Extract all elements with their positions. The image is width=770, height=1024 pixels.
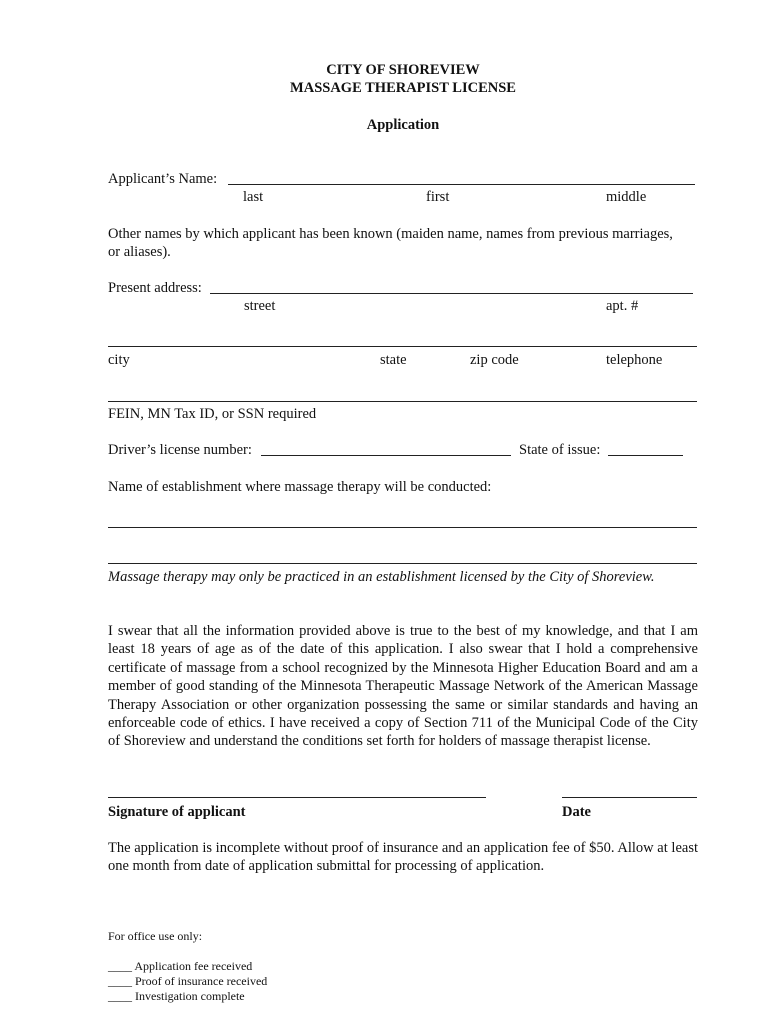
tax-id-line[interactable]: [108, 401, 697, 402]
form-title: MASSAGE THERAPIST LICENSE: [290, 80, 516, 96]
zip-code-caption: zip code: [470, 352, 519, 368]
address-street-caption: street: [244, 298, 276, 314]
name-middle-caption: middle: [606, 189, 647, 205]
present-address-label: Present address:: [108, 280, 202, 296]
city-title: CITY OF SHOREVIEW: [326, 62, 480, 78]
name-last-caption: last: [243, 189, 264, 205]
signature-line[interactable]: [108, 797, 486, 798]
office-checklist-item: ____ Investigation complete: [108, 989, 245, 1003]
office-use-heading: For office use only:: [108, 929, 203, 943]
establishment-label: Name of establishment where massage therapy will be conducted:: [108, 479, 492, 495]
office-checklist-item: ____ Application fee received: [108, 959, 253, 973]
address-line[interactable]: [210, 293, 693, 294]
telephone-caption: telephone: [606, 352, 663, 368]
state-of-issue-line[interactable]: [608, 455, 683, 456]
drivers-license-label: Driver’s license number:: [108, 442, 252, 458]
date-line[interactable]: [562, 797, 697, 798]
form-subtitle: Application: [366, 117, 440, 133]
signature-caption: Signature of applicant: [108, 804, 246, 820]
tax-id-caption: FEIN, MN Tax ID, or SSN required: [108, 406, 317, 422]
city-caption: city: [108, 352, 130, 368]
applicant-name-line[interactable]: [228, 184, 695, 185]
fee-notice: The application is incomplete without proof of insurance and an application fee of $50. Allow at least one month from date of application submittal for processing of application.: [108, 840, 698, 875]
office-checklist-item: ____ Proof of insurance received: [108, 974, 268, 988]
address-apt-caption: apt. #: [606, 298, 639, 314]
city-state-zip-line[interactable]: [108, 346, 697, 347]
state-of-issue-label: State of issue:: [519, 442, 601, 458]
applicant-name-label: Applicant’s Name:: [108, 171, 218, 187]
other-names-text-cont: or aliases).: [108, 244, 171, 260]
date-caption: Date: [562, 804, 591, 820]
name-first-caption: first: [426, 189, 450, 205]
establishment-note: Massage therapy may only be practiced in an establishment licensed by the City of Shoreview.: [108, 569, 655, 585]
other-names-text: Other names by which applicant has been known (maiden name, names from previous marriages,: [108, 226, 673, 242]
establishment-line-2[interactable]: [108, 563, 697, 564]
establishment-line-1[interactable]: [108, 527, 697, 528]
oath-paragraph: I swear that all the information provided above is true to the best of my knowledge, and that I am least 18 years of age as of the date of this application. I also swear that I hold a comprehensive certificate of massage from a school recognized by the Minnesota Higher Education Board and am a member of good standing of the Minnesota Therapeutic Massage Network of the American Massage Therapy Association or other organization possessing the same or similar standards and having an enforceable code of ethics. I have received a copy of Section 711 of the Municipal Code of the City of Shoreview and understand the conditions set forth for holders of massage therapist license.: [108, 623, 698, 750]
state-caption: state: [380, 352, 407, 368]
drivers-license-line[interactable]: [261, 455, 511, 456]
